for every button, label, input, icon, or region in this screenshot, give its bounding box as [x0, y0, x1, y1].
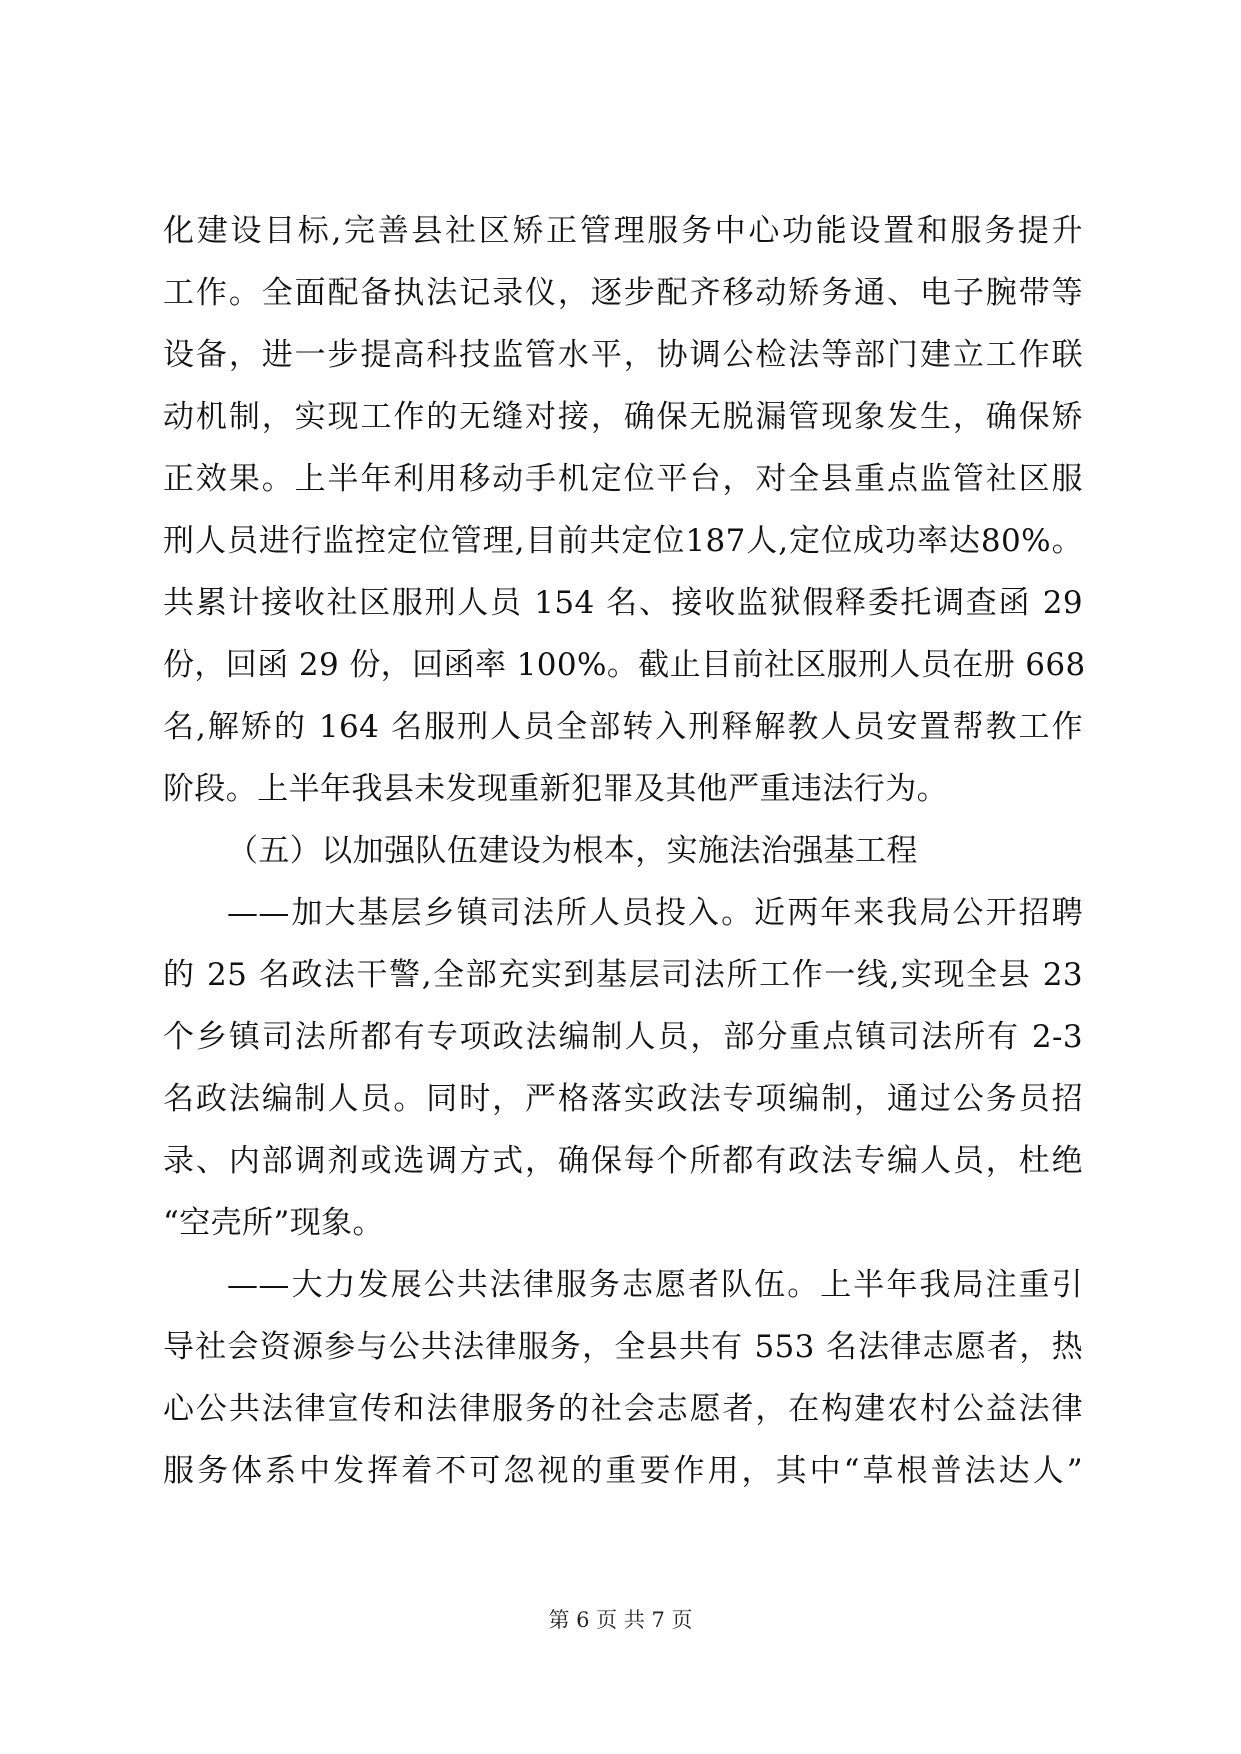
- paragraph-first-line: ——大力发展公共法律服务志愿者队伍。上半年我局注重引: [227, 1267, 1083, 1303]
- body-text-line: 服务体系中发挥着不可忽视的重要作用，其中“草根普法达人”: [163, 1453, 1083, 1489]
- body-text-line: 个乡镇司法所都有专项政法编制人员，部分重点镇司法所有 2-3: [163, 1019, 1083, 1055]
- body-text-line: 正效果。上半年利用移动手机定位平台，对全县重点监管社区服: [163, 461, 1083, 497]
- body-text-line: “空壳所”现象。: [163, 1205, 384, 1241]
- body-text-line: 名,解矫的 164 名服刑人员全部转入刑释解教人员安置帮教工作: [163, 709, 1083, 745]
- body-text-line: 刑人员进行监控定位管理,目前共定位187人,定位成功率达80%。: [163, 523, 1083, 559]
- body-text-line: 工作。全面配备执法记录仪，逐步配齐移动矫务通、电子腕带等: [163, 275, 1083, 311]
- body-text-line: 名政法编制人员。同时，严格落实政法专项编制，通过公务员招: [163, 1081, 1083, 1117]
- body-text-line: 共累计接收社区服刑人员 154 名、接收监狱假释委托调查函 29: [163, 585, 1083, 621]
- body-text-line: 心公共法律宣传和法律服务的社会志愿者，在构建农村公益法律: [163, 1391, 1083, 1427]
- section-heading: （五）以加强队伍建设为根本，实施法治强基工程: [227, 833, 918, 869]
- body-text-line: 设备，进一步提高科技监管水平，协调公检法等部门建立工作联: [163, 337, 1083, 373]
- body-text-line: 录、内部调剂或选调方式，确保每个所都有政法专编人员，杜绝: [163, 1143, 1083, 1179]
- paragraph-first-line: ——加大基层乡镇司法所人员投入。近两年来我局公开招聘: [227, 895, 1083, 931]
- body-text-line: 的 25 名政法干警,全部充实到基层司法所工作一线,实现全县 23: [163, 957, 1083, 993]
- body-text-line: 动机制，实现工作的无缝对接，确保无脱漏管现象发生，确保矫: [163, 399, 1083, 435]
- body-text-line: 份，回函 29 份，回函率 100%。截止目前社区服刑人员在册 668: [163, 647, 1086, 683]
- body-text-line: 阶段。上半年我县未发现重新犯罪及其他严重违法行为。: [163, 771, 948, 807]
- page-number-footer: 第 6 页 共 7 页: [548, 1608, 693, 1632]
- body-text-line: 导社会资源参与公共法律服务，全县共有 553 名法律志愿者，热: [163, 1329, 1083, 1365]
- body-text-line: 化建设目标,完善县社区矫正管理服务中心功能设置和服务提升: [163, 213, 1083, 249]
